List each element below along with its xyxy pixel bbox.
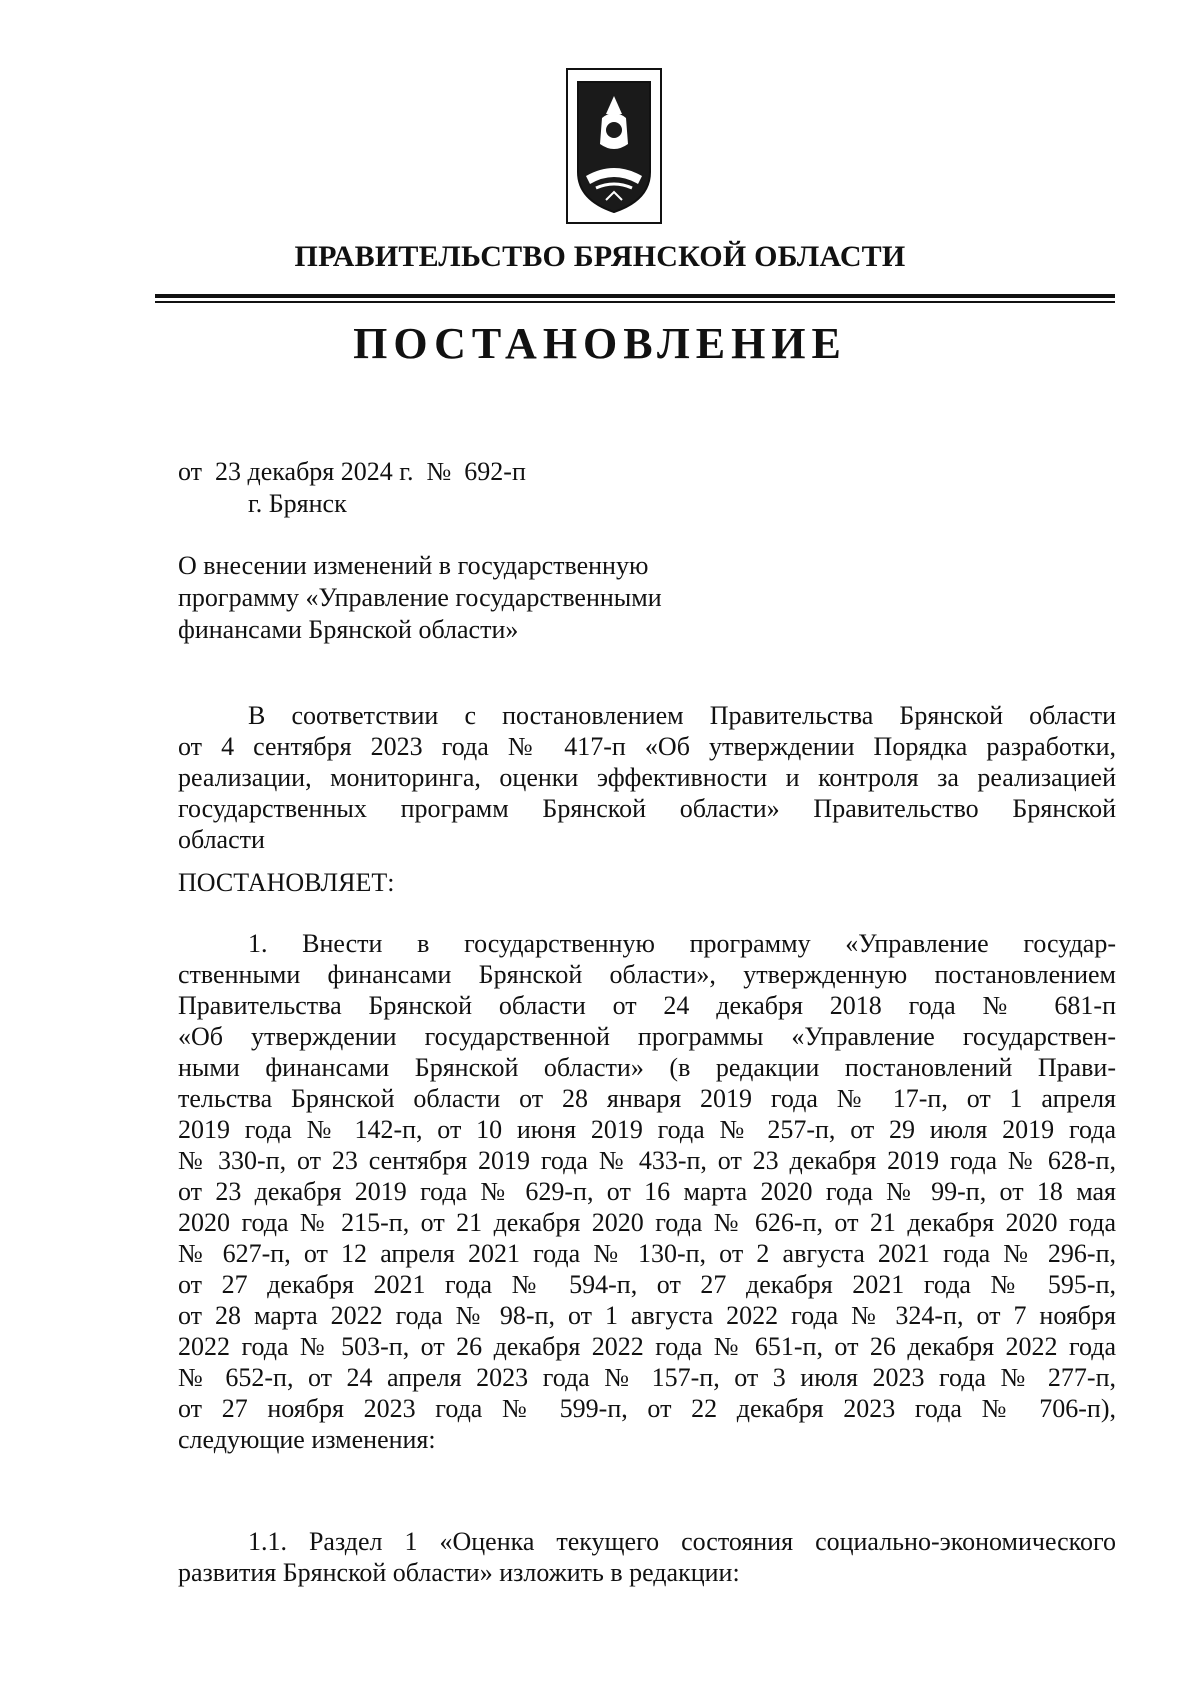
decree-word: ПОСТАНОВЛЯЕТ: bbox=[178, 868, 395, 897]
text-line: 2020 года № 215-п, от 21 декабря 2020 года № 626-п, от 21 декабря 2020 года bbox=[178, 1208, 1116, 1237]
text-line: тельства Брянской области от 28 января 2019 года № 17-п, от 1 апреля bbox=[178, 1084, 1116, 1113]
header-divider-thin bbox=[155, 301, 1115, 303]
text-line: области bbox=[178, 825, 265, 854]
text-line: государственных программ Брянской области» Правительство Брянской bbox=[178, 794, 1116, 823]
item-1-1-paragraph bbox=[178, 1526, 1116, 1588]
text-line: реализации, мониторинга, оценки эффективности и контроля за реализацией bbox=[178, 763, 1116, 792]
item-1-paragraph bbox=[178, 928, 1116, 1455]
text-line: от 4 сентября 2023 года № 417-п «Об утверждении Порядка разработки, bbox=[178, 732, 1116, 761]
text-line: ственными финансами Брянской области», утвержденную постановлением bbox=[178, 960, 1116, 989]
text-line: от 27 декабря 2021 года № 594-п, от 27 декабря 2021 года № 595-п, bbox=[178, 1270, 1116, 1299]
text-line: от 27 ноября 2023 года № 599-п, от 22 декабря 2023 года № 706-п), bbox=[178, 1394, 1116, 1423]
preamble-paragraph bbox=[178, 700, 1116, 855]
text-line: № 330-п, от 23 сентября 2019 года № 433-п, от 23 декабря 2019 года № 628-п, bbox=[178, 1146, 1116, 1175]
subject-line: программу «Управление государственными bbox=[178, 583, 662, 612]
text-line: следующие изменения: bbox=[178, 1425, 436, 1454]
document-date-number: от 23 декабря 2024 г. № 692-п bbox=[178, 457, 526, 486]
coat-of-arms-icon bbox=[566, 68, 662, 224]
text-line: 1. Внести в государственную программу «Управление государ- bbox=[248, 929, 1116, 958]
text-line: от 28 марта 2022 года № 98-п, от 1 августа 2022 года № 324-п, от 7 ноября bbox=[178, 1301, 1116, 1330]
text-line: развития Брянской области» изложить в редакции: bbox=[178, 1558, 740, 1587]
text-line: ными финансами Брянской области» (в редакции постановлений Прави- bbox=[178, 1053, 1116, 1082]
document-subject bbox=[178, 550, 738, 646]
text-line: Правительства Брянской области от 24 декабря 2018 года № 681-п bbox=[178, 991, 1116, 1020]
text-line: 2019 года № 142-п, от 10 июня 2019 года № 257-п, от 29 июля 2019 года bbox=[178, 1115, 1116, 1144]
subject-line: О внесении изменений в государственную bbox=[178, 551, 649, 580]
text-line: 2022 года № 503-п, от 26 декабря 2022 года № 651-п, от 26 декабря 2022 года bbox=[178, 1332, 1116, 1361]
subject-line: финансами Брянской области» bbox=[178, 615, 519, 644]
text-line: № 652-п, от 24 апреля 2023 года № 157-п, от 3 июля 2023 года № 277-п, bbox=[178, 1363, 1116, 1392]
document-city: г. Брянск bbox=[248, 489, 347, 518]
text-line: «Об утверждении государственной программы «Управление государствен- bbox=[178, 1022, 1116, 1051]
header-divider bbox=[155, 294, 1115, 298]
document-type-heading: ПОСТАНОВЛЕНИЕ bbox=[353, 319, 847, 368]
text-line: 1.1. Раздел 1 «Оценка текущего состояния социально-экономического bbox=[248, 1527, 1116, 1556]
organization-title: ПРАВИТЕЛЬСТВО БРЯНСКОЙ ОБЛАСТИ bbox=[294, 240, 906, 273]
text-line: № 627-п, от 12 апреля 2021 года № 130-п, от 2 августа 2021 года № 296-п, bbox=[178, 1239, 1116, 1268]
text-line: В соответствии с постановлением Правительства Брянской области bbox=[248, 701, 1116, 730]
text-line: от 23 декабря 2019 года № 629-п, от 16 марта 2020 года № 99-п, от 18 мая bbox=[178, 1177, 1116, 1206]
